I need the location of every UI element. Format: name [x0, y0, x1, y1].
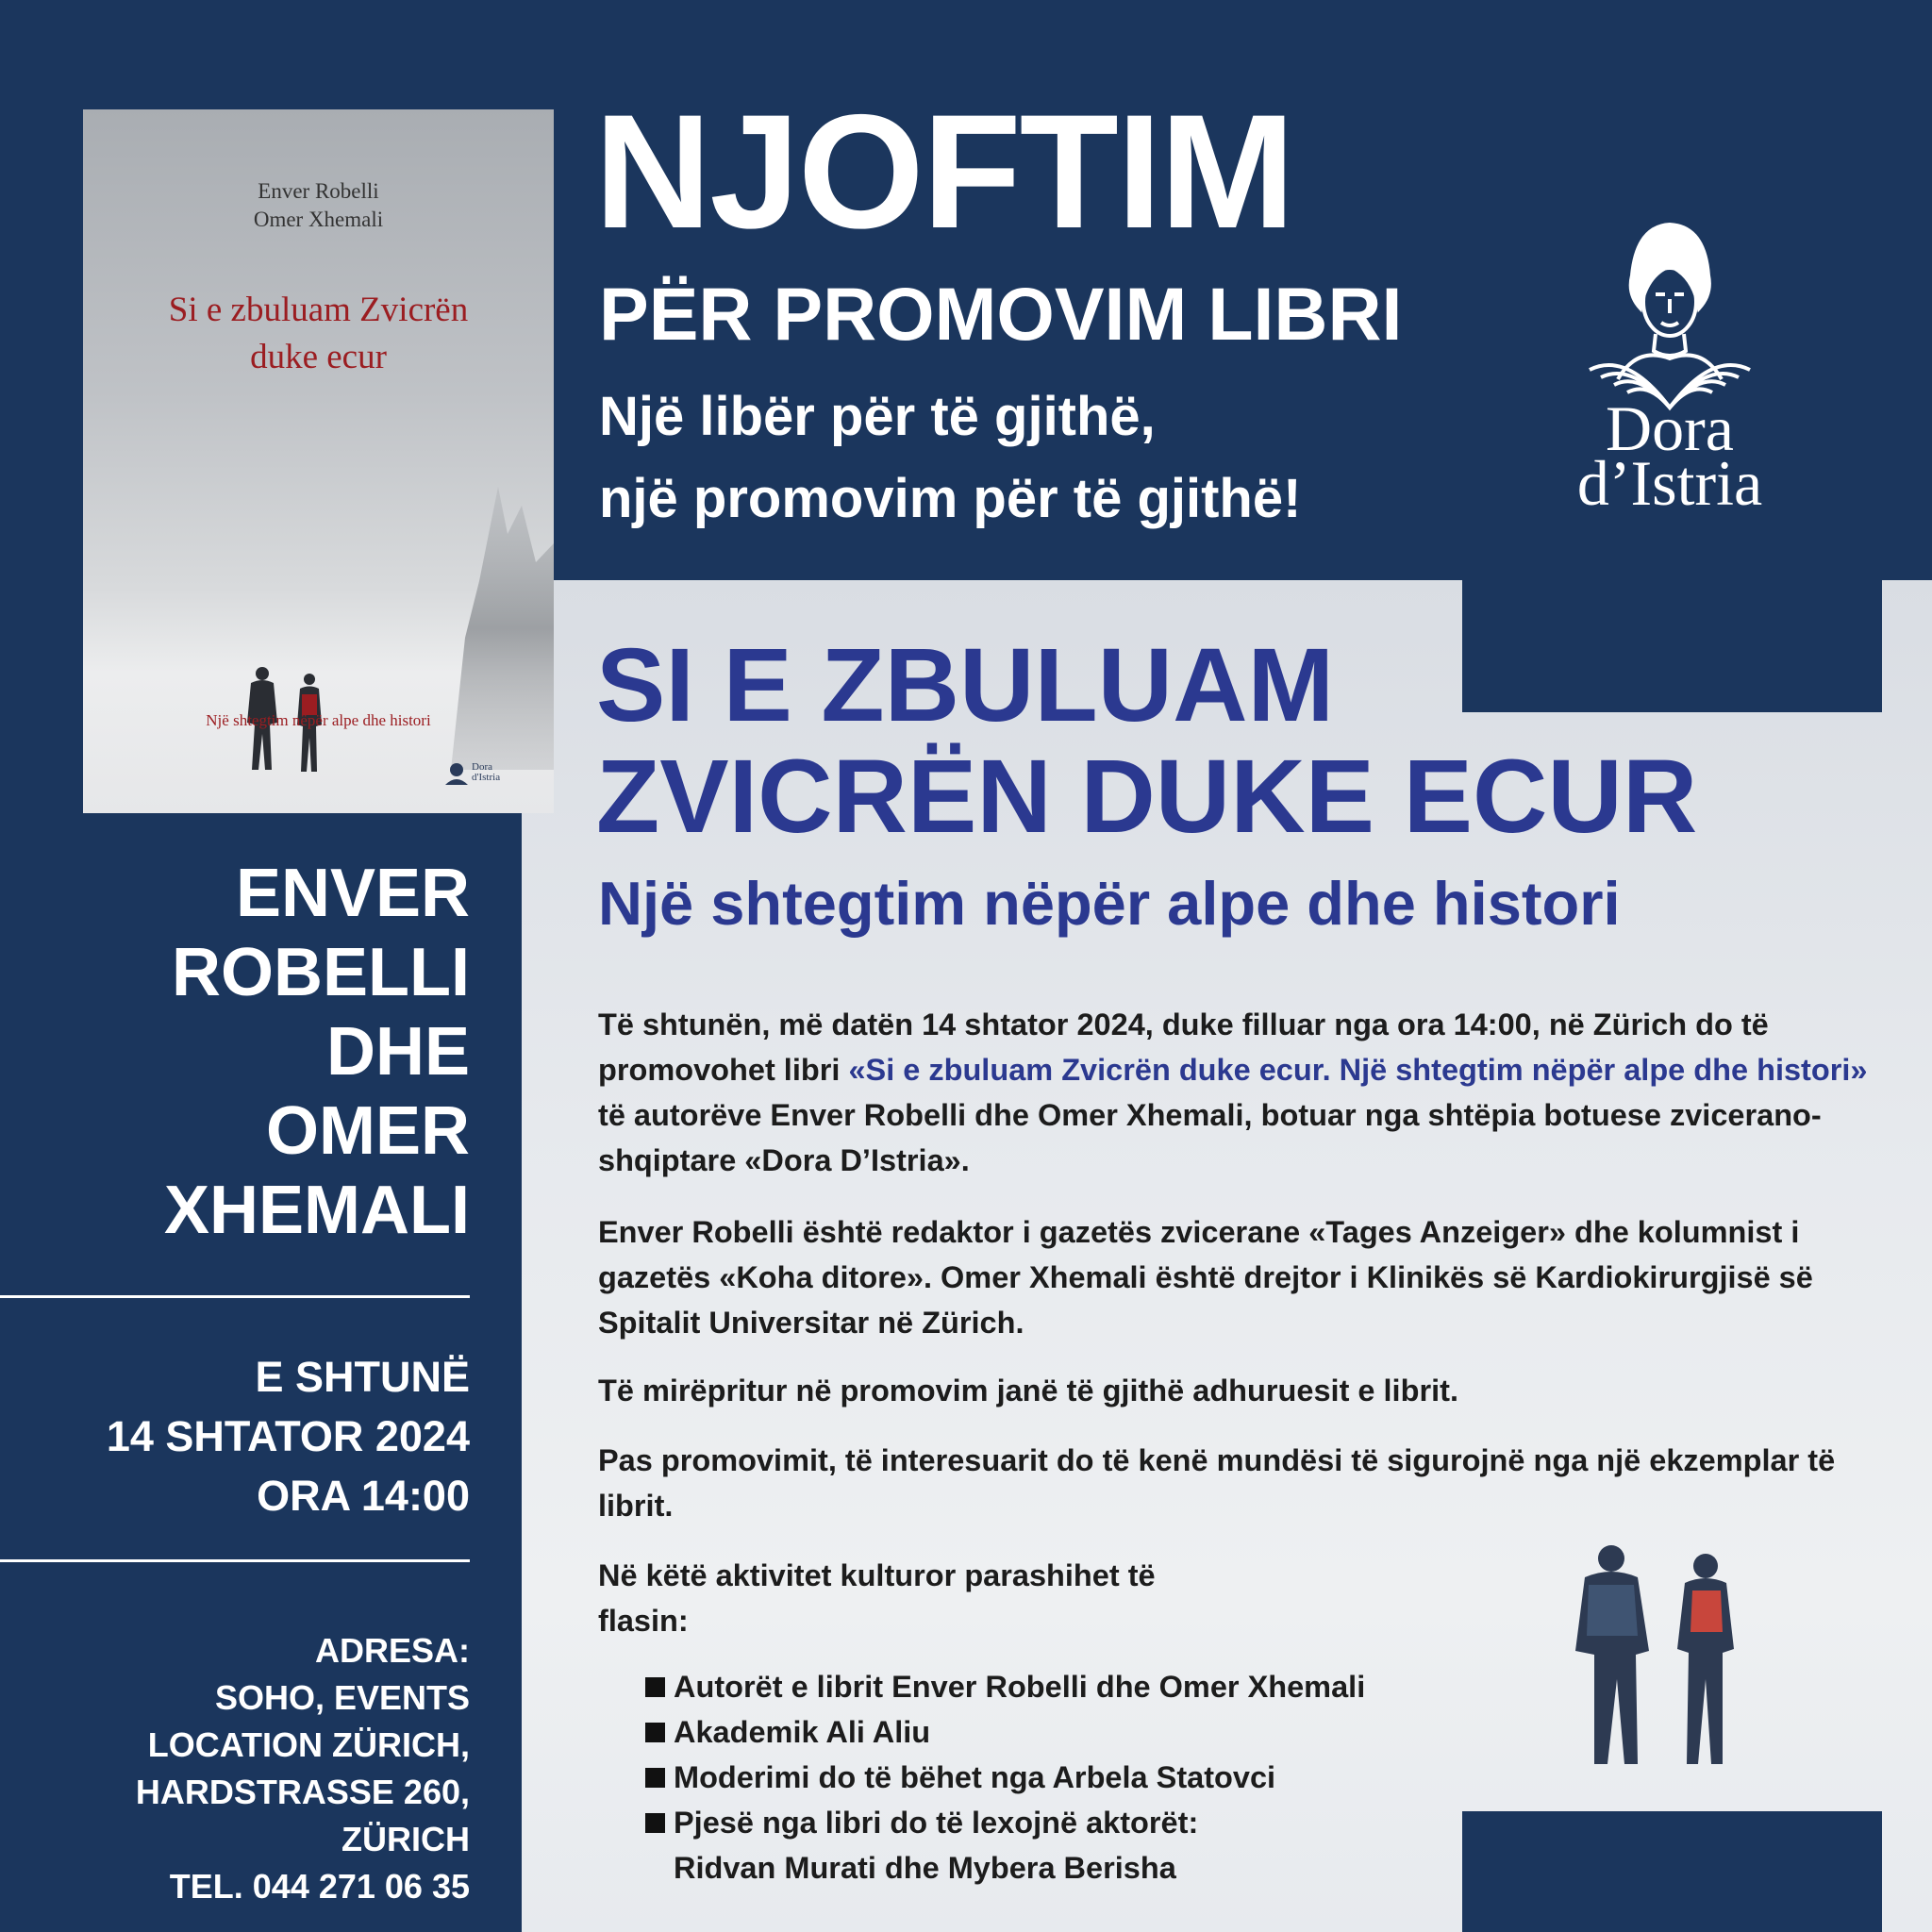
author-line: ENVER [235, 856, 470, 931]
speaker-text: Akademik Ali Aliu [674, 1715, 931, 1749]
list-item [674, 1800, 1365, 1890]
author-line: DHE [325, 1014, 470, 1090]
cover-authors [83, 177, 554, 234]
event-day: E SHTUNË [255, 1353, 470, 1401]
cover-author-1: Enver Robelli [258, 179, 379, 203]
speakers-list [674, 1664, 1365, 1890]
cover-logo-text [472, 762, 500, 783]
event-date: 14 SHTATOR 2024 [106, 1412, 470, 1460]
cover-title-line-1: Si e zbuluam Zvicrën [168, 291, 469, 329]
dora-distria-portrait-icon [1580, 219, 1759, 417]
speaker-text: Pjesë nga libri do të lexojnë aktorët: [674, 1806, 1199, 1840]
bullet-square-icon [645, 1813, 665, 1833]
author-line: ROBELLI [172, 935, 470, 1010]
divider [0, 1295, 470, 1298]
header-slogan-line-1: Një libër për të gjithë, [599, 386, 1156, 447]
cover-title [83, 287, 554, 381]
author-line: XHEMALI [164, 1173, 470, 1248]
address-line: HARDSTRASSE 260, [135, 1773, 470, 1811]
publisher-logo-line-1: Dora [1606, 392, 1734, 464]
panel-notch-bottom [1462, 1811, 1882, 1932]
address-label: ADRESA: [314, 1631, 470, 1670]
book-title-line-2: ZVICRËN DUKE ECUR [596, 739, 1698, 855]
event-date-block [107, 1347, 470, 1525]
announcement-text-end: të autorëve Enver Robelli dhe Omer Xhemali, botuar nga shtëpia botuese zvicerano-shqiptare «Dora D’Istria». [598, 1098, 1822, 1177]
list-item [674, 1755, 1365, 1800]
cover-title-line-2: duke ecur [250, 338, 387, 376]
book-title-line-1: SI E ZBULUAM [596, 627, 1335, 743]
bullet-square-icon [645, 1677, 665, 1697]
header-title: NJOFTIM [594, 81, 1293, 262]
address-line: ZÜRICH [341, 1820, 470, 1858]
speaker-text: Autorët e librit Enver Robelli dhe Omer Xhemali [674, 1670, 1366, 1704]
phone-number: TEL. 044 271 06 35 [169, 1867, 470, 1906]
list-item [674, 1664, 1365, 1709]
header-subtitle: PËR PROMOVIM LIBRI [599, 272, 1403, 356]
authors-bio-paragraph: Enver Robelli është redaktor i gazetës zvicerane «Tages Anzeiger» dhe kolumnist i gazetës «Koha ditore». Omer Xhemali është drejtor i Klinikës së Kardiokirurgjisë së Spitalit Universitar në Zürich. [598, 1215, 1813, 1340]
publisher-logo-line-2: d’Istria [1576, 447, 1763, 519]
speakers-intro: Në këtë aktivitet kulturor parashihet të flasin: [598, 1558, 1156, 1638]
purchase-paragraph: Pas promovimit, të interesuarit do të kenë mundësi të sigurojnë nga një ekzemplar të librit. [598, 1443, 1836, 1523]
speaker-text: Moderimi do të bëhet nga Arbela Statovci [674, 1760, 1276, 1794]
list-item [674, 1709, 1365, 1755]
header-slogan-line-2: një promovim për të gjithë! [599, 468, 1302, 529]
book-cover-image [83, 109, 554, 813]
event-time: ORA 14:00 [257, 1472, 470, 1520]
speaker-text-continuation: Ridvan Murati dhe Mybera Berisha [674, 1851, 1176, 1885]
announcement-paragraph [598, 1002, 1890, 1183]
panel-notch-top [1462, 580, 1882, 712]
bullet-square-icon [645, 1723, 665, 1742]
divider [0, 1559, 470, 1562]
address-line: LOCATION ZÜRICH, [147, 1725, 470, 1764]
publisher-logo-text [1547, 392, 1792, 519]
cover-subtitle: Një shtegtim nëpër alpe dhe histori [206, 711, 431, 729]
address-block [136, 1627, 470, 1910]
author-line: OMER [266, 1093, 470, 1169]
hikers-illustration-icon [1557, 1538, 1755, 1792]
welcome-paragraph: Të mirëpritur në promovim janë të gjithë adhuruesit e librit. [598, 1374, 1458, 1407]
address-line: SOHO, EVENTS [214, 1678, 470, 1717]
book-subtitle: Një shtegtim nëpër alpe dhe histori [598, 869, 1621, 938]
cover-author-2: Omer Xhemali [253, 208, 384, 231]
authors-block [164, 854, 470, 1250]
hikers-icon [234, 666, 347, 813]
bullet-square-icon [645, 1768, 665, 1788]
cover-logo-line-1: Dora [472, 761, 492, 773]
announcement-text-start: Të shtunën, më datën 14 shtator 2024, duke filluar nga ora 14:00, në Zürich do të promovohet libri [598, 1008, 1769, 1087]
cover-logo-line-2: d'Istria [472, 772, 501, 783]
book-title-reference: «Si e zbuluam Zvicrën duke ecur. Një shtegtim nëpër alpe dhe histori» [848, 1053, 1868, 1087]
